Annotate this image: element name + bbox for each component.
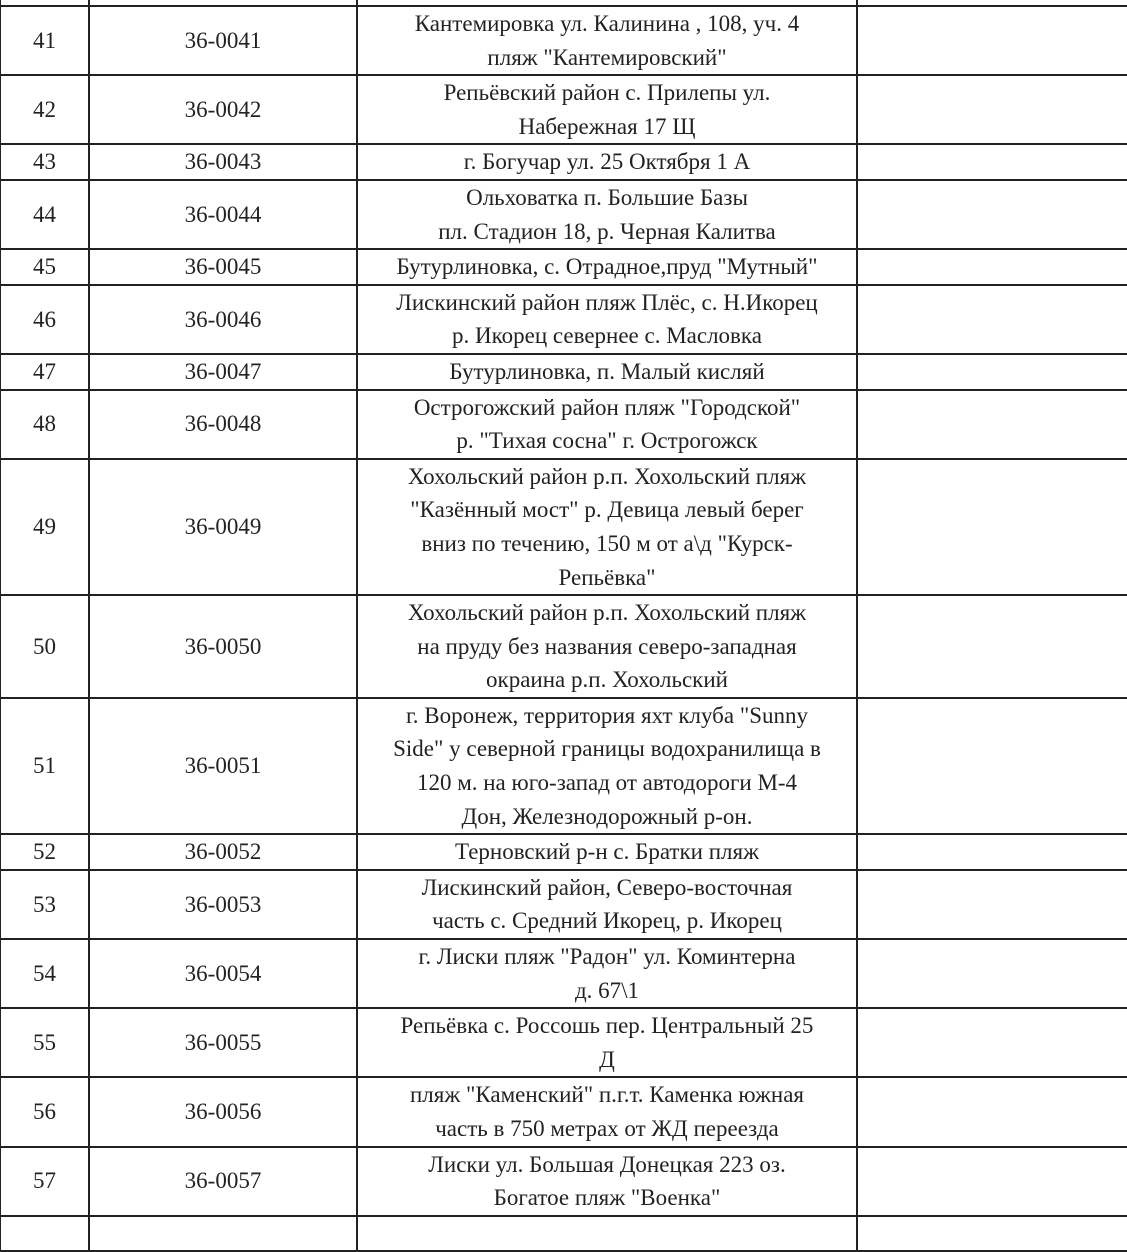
- table-row: [0, 249, 1127, 285]
- note-cell: [857, 144, 1127, 180]
- table-row: [0, 180, 1127, 249]
- row-number-cell: 54: [0, 939, 89, 1008]
- note-cell: [857, 870, 1127, 939]
- code-cell: 36-0041: [89, 6, 357, 75]
- code-cell: 36-0053: [89, 870, 357, 939]
- row-number-cell: 57: [0, 1147, 89, 1216]
- table-row: [0, 285, 1127, 354]
- row-number-cell: 47: [0, 354, 89, 390]
- row-number-cell: 46: [0, 285, 89, 354]
- code-cell: 36-0044: [89, 180, 357, 249]
- code-cell: 36-0049: [89, 459, 357, 595]
- row-number-cell: 41: [0, 6, 89, 75]
- note-cell: [857, 1008, 1127, 1077]
- code-cell: 36-0056: [89, 1077, 357, 1146]
- address-cell: Репьёвский район с. Прилепы ул. Набережная 17 Щ: [357, 75, 857, 144]
- table-row: [0, 1147, 1127, 1216]
- table-row-partial-bottom: [0, 1216, 1127, 1251]
- row-number-cell: 55: [0, 1008, 89, 1077]
- note-cell: [857, 1077, 1127, 1146]
- address-cell: Лискинский район пляж Плёс, с. Н.Икорец р. Икорец севернее с. Масловка: [357, 285, 857, 354]
- table-row: [0, 144, 1127, 180]
- code-cell: 36-0045: [89, 249, 357, 285]
- table-row: [0, 1077, 1127, 1146]
- table-row: [0, 834, 1127, 870]
- address-cell: Терновский р-н с. Братки пляж: [357, 834, 857, 870]
- row-number-cell: 44: [0, 180, 89, 249]
- row-number-cell: 48: [0, 390, 89, 459]
- address-cell: Бутурлиновка, п. Малый кисляй: [357, 354, 857, 390]
- table-row: [0, 939, 1127, 1008]
- address-cell: Лиски ул. Большая Донецкая 223 оз. Богатое пляж "Военка": [357, 1147, 857, 1216]
- address-cell: Лискинский район, Северо-восточная часть с. Средний Икорец, р. Икорец: [357, 870, 857, 939]
- row-number-cell: 49: [0, 459, 89, 595]
- code-cell: 36-0054: [89, 939, 357, 1008]
- note-cell: [857, 595, 1127, 698]
- note-cell: [857, 459, 1127, 595]
- table-row: [0, 390, 1127, 459]
- code-cell: 36-0057: [89, 1147, 357, 1216]
- note-cell: [857, 75, 1127, 144]
- address-cell: пляж "Каменский" п.г.т. Каменка южная часть в 750 метрах от ЖД переезда: [357, 1077, 857, 1146]
- code-cell: 36-0052: [89, 834, 357, 870]
- code-cell: 36-0051: [89, 698, 357, 834]
- note-cell: [857, 1147, 1127, 1216]
- note-cell: [857, 249, 1127, 285]
- address-cell: Кантемировка ул. Калинина , 108, уч. 4 пляж "Кантемировский": [357, 6, 857, 75]
- note-cell: [857, 390, 1127, 459]
- address-cell: Ольховатка п. Большие Базы пл. Стадион 18, р. Черная Калитва: [357, 180, 857, 249]
- row-number-cell: 43: [0, 144, 89, 180]
- table-row: [0, 595, 1127, 698]
- note-cell: [857, 180, 1127, 249]
- address-cell: Острогожский район пляж "Городской" р. "Тихая сосна" г. Острогожск: [357, 390, 857, 459]
- table-row: [0, 354, 1127, 390]
- row-number-cell: 45: [0, 249, 89, 285]
- address-cell: г. Богучар ул. 25 Октября 1 А: [357, 144, 857, 180]
- code-cell: 36-0050: [89, 595, 357, 698]
- row-number-cell: 53: [0, 870, 89, 939]
- address-cell: Репьёвка с. Россошь пер. Центральный 25 Д: [357, 1008, 857, 1077]
- address-cell: Хохольский район р.п. Хохольский пляж "Казённый мост" р. Девица левый берег вниз по течению, 150 м от а\д "Курск- Репьёвка": [357, 459, 857, 595]
- row-number-cell: 52: [0, 834, 89, 870]
- code-cell: 36-0047: [89, 354, 357, 390]
- table-row: [0, 459, 1127, 595]
- note-cell: [857, 834, 1127, 870]
- address-cell: г. Воронеж, территория яхт клуба "Sunny Side" у северной границы водохранилища в 120 м. на юго-запад от автодороги М-4 Дон, Железнодорожный р-он.: [357, 698, 857, 834]
- note-cell: [857, 354, 1127, 390]
- note-cell: [857, 285, 1127, 354]
- row-number-cell: 50: [0, 595, 89, 698]
- table-row: [0, 870, 1127, 939]
- address-cell: Хохольский район р.п. Хохольский пляж на пруду без названия северо-западная окраина р.п. Хохольский: [357, 595, 857, 698]
- table-row: [0, 75, 1127, 144]
- note-cell: [857, 698, 1127, 834]
- code-cell: 36-0043: [89, 144, 357, 180]
- table-row: [0, 698, 1127, 834]
- code-cell: 36-0055: [89, 1008, 357, 1077]
- code-cell: 36-0048: [89, 390, 357, 459]
- row-number-cell: 51: [0, 698, 89, 834]
- table-row: [0, 6, 1127, 75]
- address-cell: Бутурлиновка, с. Отрадное,пруд "Мутный": [357, 249, 857, 285]
- code-cell: 36-0046: [89, 285, 357, 354]
- code-cell: 36-0042: [89, 75, 357, 144]
- note-cell: [857, 939, 1127, 1008]
- table-row: [0, 1008, 1127, 1077]
- row-number-cell: 56: [0, 1077, 89, 1146]
- row-number-cell: 42: [0, 75, 89, 144]
- note-cell: [857, 6, 1127, 75]
- address-cell: г. Лиски пляж "Радон" ул. Коминтерна д. 67\1: [357, 939, 857, 1008]
